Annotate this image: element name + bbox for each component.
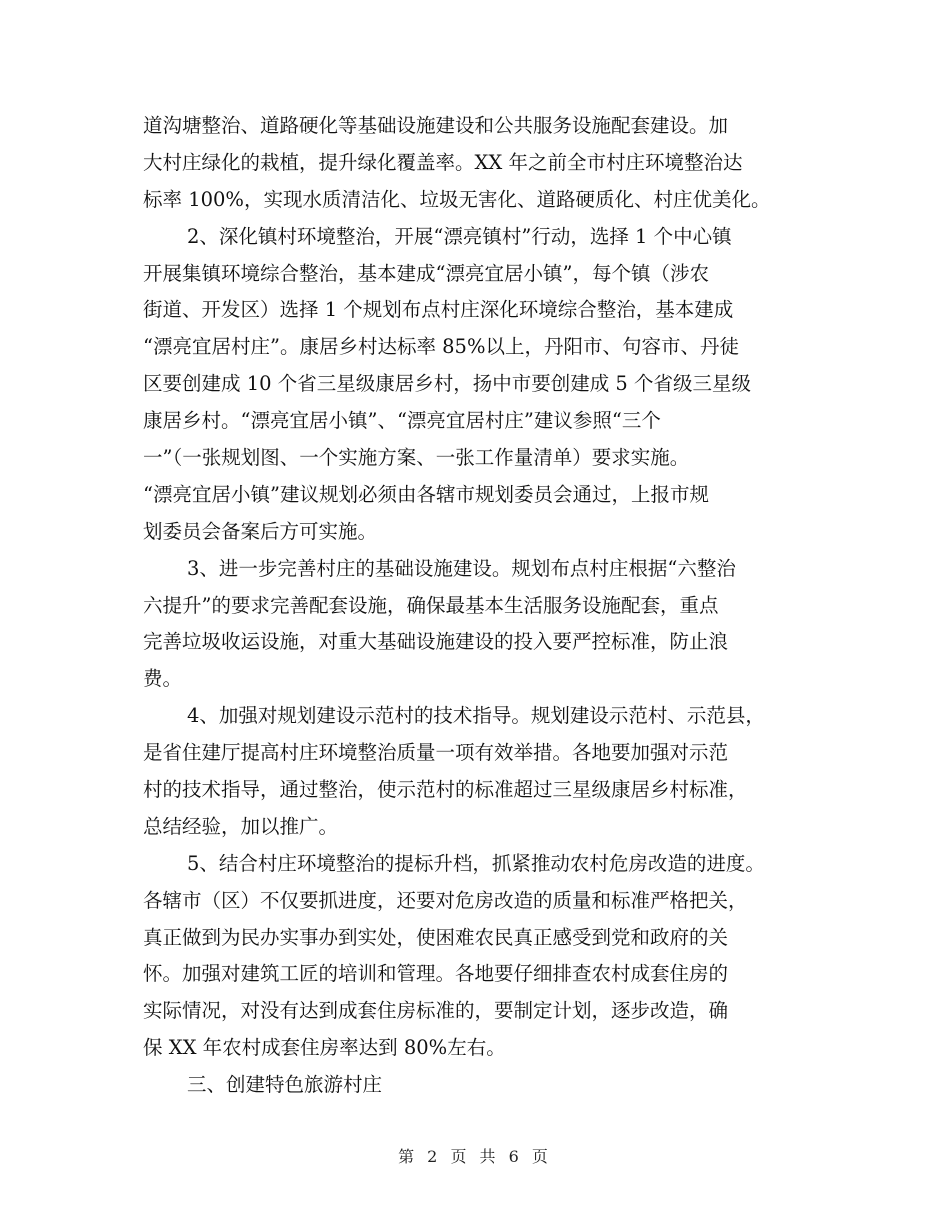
paragraph-first-line: 3、进一步完善村庄的基础设施建设。规划布点村庄根据“六整治 (187, 556, 736, 580)
text-line: 街道、开发区）选择 1 个规划布点村庄深化环境综合整治，基本建成 (143, 298, 734, 322)
paragraph-first-line: 2、深化镇村环境整治，开展“漂亮镇村”行动，选择 1 个中心镇 (187, 224, 732, 248)
page-number-footer: 第 2 页 共 6 页 (398, 1147, 552, 1166)
text-line: 保 XX 年农村成套住房率达到 80%左右。 (143, 1036, 506, 1060)
text-line: 标率 100%，实现水质清洁化、垃圾无害化、道路硬质化、村庄优美化。 (143, 187, 771, 211)
text-line: “漂亮宜居村庄”。康居乡村达标率 85%以上，丹阳市、句容市、丹徒 (143, 335, 739, 359)
text-line: 怀。加强对建筑工匠的培训和管理。各地要仔细排查农村成套住房的 (143, 962, 729, 986)
text-line: 实际情况，对没有达到成套住房标准的，要制定计划，逐步改造，确 (143, 999, 729, 1023)
text-line: 区要创建成 10 个省三星级康居乡村，扬中市要创建成 5 个省级三星级 (143, 372, 752, 396)
text-line: 划委员会备案后方可实施。 (143, 519, 378, 543)
text-line: 一”（一张规划图、一个实施方案、一张工作量清单）要求实施。 (143, 446, 690, 470)
text-line: 开展集镇环境综合整治，基本建成“漂亮宜居小镇”，每个镇（涉农 (143, 261, 709, 285)
text-line: 康居乡村。“漂亮宜居小镇”、“漂亮宜居村庄”建议参照“三个 (143, 409, 661, 433)
paragraph-first-line: 三、创建特色旅游村庄 (187, 1073, 383, 1097)
text-line: 完善垃圾收运设施，对重大基础设施建设的投入要严控标准，防止浪 (143, 630, 729, 654)
text-line: 真正做到为民办实事办到实处，使困难农民真正感受到党和政府的关 (143, 925, 729, 949)
text-line: “漂亮宜居小镇”建议规划必须由各辖市规划委员会通过，上报市规 (143, 482, 709, 506)
text-line: 大村庄绿化的栽植，提升绿化覆盖率。XX 年之前全市村庄环境整治达 (143, 150, 743, 174)
paragraph-first-line: 4、加强对规划建设示范村的技术指导。规划建设示范村、示范县， (187, 704, 765, 728)
paragraph-first-line: 5、结合村庄环境整治的提标升档，抓紧推动农村危房改造的进度。 (187, 851, 765, 875)
text-line: 是省住建厅提高村庄环境整治质量一项有效举措。各地要加强对示范 (143, 741, 729, 765)
text-line: 六提升”的要求完善配套设施，确保最基本生活服务设施配套，重点 (143, 593, 719, 617)
text-line: 村的技术指导，通过整治，使示范村的标准超过三星级康居乡村标准， (143, 778, 748, 802)
text-line: 道沟塘整治、道路硬化等基础设施建设和公共服务设施配套建设。加 (143, 114, 729, 137)
document-body (143, 108, 833, 1104)
text-line: 费。 (143, 667, 183, 691)
text-line: 各辖市（区）不仅要抓进度，还要对危房改造的质量和标准严格把关， (143, 888, 748, 912)
text-line: 总结经验，加以推广。 (143, 814, 339, 838)
